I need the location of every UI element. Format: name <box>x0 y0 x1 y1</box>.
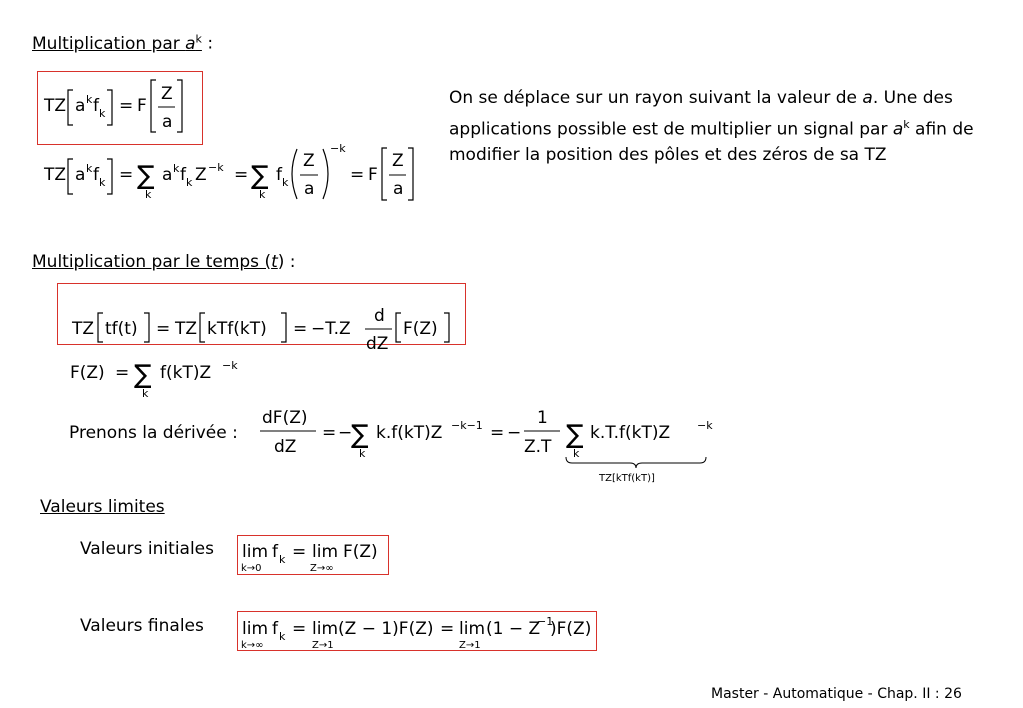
svg-text:=: = <box>119 96 134 116</box>
svg-text:F(Z): F(Z) <box>70 363 105 383</box>
equation-derivative <box>260 408 713 468</box>
svg-text:k: k <box>99 107 106 120</box>
svg-text:=: = <box>292 619 307 639</box>
svg-text:=: = <box>440 619 455 639</box>
svg-text:∑: ∑ <box>137 161 155 191</box>
svg-text:k: k <box>86 162 93 175</box>
svg-text:−k: −k <box>697 419 713 432</box>
svg-text:=: = <box>234 165 249 185</box>
svg-text:Z: Z <box>195 165 207 185</box>
label-valeurs-initiales: Valeurs initiales <box>80 539 214 559</box>
svg-text:f: f <box>180 165 186 185</box>
svg-text:)F(Z): )F(Z) <box>550 619 592 639</box>
equation-ak-boxed <box>43 80 182 132</box>
svg-text:lim: lim <box>242 619 269 639</box>
svg-text:k: k <box>186 176 193 189</box>
svg-text:∑: ∑ <box>251 161 269 191</box>
svg-text:=: = <box>293 319 308 339</box>
svg-text:−1: −1 <box>537 615 554 628</box>
svg-text:=: = <box>350 165 365 185</box>
svg-text:k: k <box>282 176 289 189</box>
heading-valeurs-limites: Valeurs limites <box>40 497 165 517</box>
svg-text:k: k <box>279 630 286 643</box>
svg-text:a: a <box>393 179 404 199</box>
svg-text:lim: lim <box>459 619 486 639</box>
equation-initial-value <box>241 542 378 574</box>
svg-text:=: = <box>156 319 171 339</box>
svg-text:−k: −k <box>330 142 346 155</box>
svg-text:k: k <box>145 188 152 201</box>
svg-text:f: f <box>93 165 99 185</box>
equation-ak-derivation <box>43 142 413 201</box>
svg-text:∑: ∑ <box>134 360 152 390</box>
svg-text:F(Z): F(Z) <box>343 542 378 562</box>
svg-text:f: f <box>93 96 99 116</box>
svg-text:lim: lim <box>312 542 339 562</box>
svg-text:Z: Z <box>161 84 173 104</box>
svg-text:a: a <box>304 179 315 199</box>
svg-text:k: k <box>359 447 366 460</box>
svg-text:Z→1: Z→1 <box>312 640 334 651</box>
derivative-label: Prenons la dérivée : <box>69 423 238 443</box>
svg-text:F: F <box>368 165 378 185</box>
label-valeurs-finales: Valeurs finales <box>80 616 204 636</box>
svg-text:k→∞: k→∞ <box>241 640 264 651</box>
svg-text:dZ: dZ <box>274 437 297 457</box>
svg-text:=: = <box>115 363 130 383</box>
svg-text:k: k <box>173 162 180 175</box>
svg-text:TZ: TZ <box>44 96 67 116</box>
equation-final-value <box>241 615 591 651</box>
svg-text:k→0: k→0 <box>241 563 262 574</box>
svg-text:=: = <box>490 423 505 443</box>
svg-text:Z→1: Z→1 <box>459 640 481 651</box>
svg-text:k: k <box>573 447 580 460</box>
svg-text:1: 1 <box>537 408 548 428</box>
svg-text:−k: −k <box>222 359 238 372</box>
svg-text:TZ: TZ <box>44 165 67 185</box>
svg-text:−T.Z: −T.Z <box>311 319 351 339</box>
svg-text:f(kT)Z: f(kT)Z <box>160 363 212 383</box>
svg-text:f: f <box>272 542 278 562</box>
svg-text:∑: ∑ <box>351 420 369 450</box>
footer-text: Master - Automatique - Chap. II : 26 <box>711 686 962 702</box>
svg-text:kTf(kT): kTf(kT) <box>207 319 267 339</box>
svg-text:d: d <box>374 306 385 326</box>
svg-text:k: k <box>86 93 93 106</box>
svg-text:=: = <box>119 165 134 185</box>
svg-text:Z→∞: Z→∞ <box>310 563 334 574</box>
svg-text:−k−1: −k−1 <box>451 419 483 432</box>
heading-multiplication-ak: Multiplication par $a^k$ : <box>32 32 214 54</box>
svg-text:∑: ∑ <box>566 420 584 450</box>
explanation-ak: On se déplace sur un rayon suivant la valeur de a. Une des applications possible est de multiplier un signal par $a^k$ afin de modifier la position des pôles et des zéros de sa TZ <box>449 88 974 165</box>
svg-text:−: − <box>507 423 522 443</box>
heading-multiplication-temps: Multiplication par le temps (t) : <box>32 252 296 272</box>
svg-text:a: a <box>162 165 173 185</box>
svg-text:lim: lim <box>242 542 269 562</box>
svg-text:Z: Z <box>303 151 315 171</box>
svg-text:lim(Z − 1)F(Z): lim(Z − 1)F(Z) <box>312 619 434 639</box>
svg-text:Z.T: Z.T <box>524 437 552 457</box>
svg-text:k: k <box>142 387 149 400</box>
svg-text:−k: −k <box>208 161 224 174</box>
svg-text:k: k <box>279 553 286 566</box>
svg-text:F: F <box>137 96 147 116</box>
underbrace-label: TZ[kTf(kT)] <box>599 473 655 484</box>
svg-text:f: f <box>276 165 282 185</box>
svg-text:a: a <box>75 165 86 185</box>
svg-text:a: a <box>162 112 173 132</box>
svg-text:Z: Z <box>392 151 404 171</box>
svg-text:=: = <box>322 423 337 443</box>
svg-text:f: f <box>272 619 278 639</box>
svg-text:F(Z): F(Z) <box>403 319 438 339</box>
svg-text:−: − <box>338 423 353 443</box>
svg-text:(1 − Z: (1 − Z <box>486 619 541 639</box>
svg-text:=: = <box>292 542 307 562</box>
svg-text:k: k <box>259 188 266 201</box>
svg-text:k.f(kT)Z: k.f(kT)Z <box>376 423 443 443</box>
svg-text:k: k <box>99 176 106 189</box>
svg-text:a: a <box>75 96 86 116</box>
equation-time-boxed <box>71 306 449 354</box>
svg-text:dF(Z): dF(Z) <box>262 408 308 428</box>
svg-text:tf(t): tf(t) <box>105 319 138 339</box>
svg-text:dZ: dZ <box>366 334 389 354</box>
svg-text:TZ: TZ <box>72 319 95 339</box>
svg-text:TZ: TZ <box>175 319 198 339</box>
svg-text:k.T.f(kT)Z: k.T.f(kT)Z <box>590 423 671 443</box>
equation-fz-definition <box>70 359 238 400</box>
